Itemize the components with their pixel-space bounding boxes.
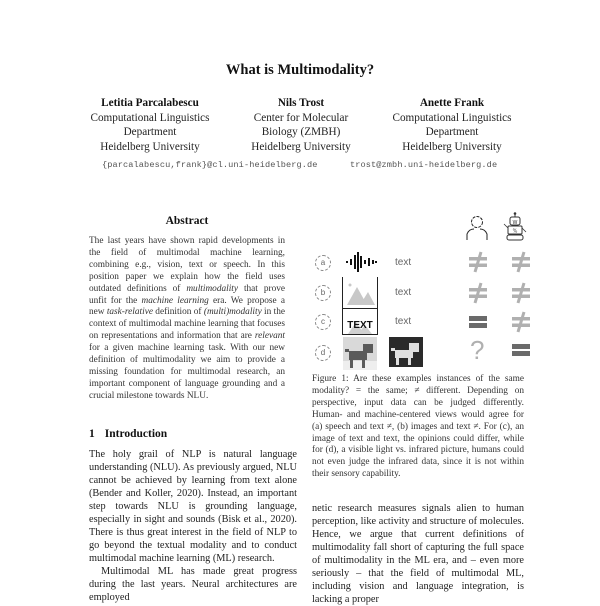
paper-title: What is Multimodality? [225,62,375,78]
row-label-b: b [315,285,331,301]
abstract-text: in the context of multimodal machine learning that focuses on representations and information that are [89,307,285,342]
section-number: 1 [89,428,95,440]
author-name: Nils Trost [277,97,325,109]
abstract-emph: task-relative [106,307,153,318]
email-link[interactable]: trost@zmbh.uni-heidelberg.de [350,160,498,170]
right-column-body: netic research measures signals alien to human perception, like activity and structure of molecules. Hence, we argue that current definitions of multimodality fall short of capturing the full space of multimodality in the ML era, and – even more seriously – that the field of multimodal ML, including vision and language integration, is lacking a proper [312,503,524,605]
not-equal-icon [468,282,488,304]
abstract-text: The last years have shown rapid developments in the field of multimodal machine learning, combining e.g., vision, text or speech. In this position paper we explain how the field uses outdated definitions of [89,236,285,294]
abstract-text: that prove unfit for the [89,283,285,306]
equal-icon [468,312,488,332]
row-label-c: c [315,314,331,330]
speech-waveform-icon [344,251,378,273]
mountain-image-icon [342,277,378,309]
abstract-text: definition of [152,307,204,318]
not-equal-icon [511,282,531,304]
email-link[interactable]: {parcalabescu,frank}@cl.uni-heidelberg.de [102,160,318,170]
abstract-heading: Abstract [165,215,209,227]
paragraph: The holy grail of NLP is natural language understanding (NLU). As previously argued, NLU cannot be achieved by learning from text alone (Bender and Koller, 2020). Instead, an important step towards NLU is grounding language, especially in sight and sounds (Bisk et al., 2020). There is thus great interest in the field of NLP to go beyond the textual modality and to conduct multimodal machine learning (ML) research. [89,449,297,564]
author-affiliation: Center for Molecular [253,111,349,124]
paragraph: Multimodal ML has made great progress during the last years. Neural architectures are employed [89,566,297,603]
text-modality-label: text [395,257,412,268]
not-equal-icon [511,251,531,273]
abstract-emph: relevant [254,331,285,342]
author-affiliation: Heidelberg University [100,140,200,153]
author-block-2 [226,96,376,154]
equal-icon [511,340,531,360]
abstract-body [89,236,285,403]
text-in-image: TEXT [347,320,373,331]
svg-text:W: W [512,220,518,226]
abstract-emph: machine learning [141,295,209,306]
not-equal-icon [468,251,488,273]
author-name: Anette Frank [419,97,485,109]
author-block-3 [377,96,527,154]
figure-1 [300,205,540,370]
text-modality-label: text [395,316,412,327]
author-affiliation: Heidelberg University [251,140,351,153]
abstract-emph: (multi)modality [203,307,262,318]
robot-icon [502,212,528,242]
human-icon [465,215,489,241]
text-image-icon [342,308,378,335]
author-affiliation: Computational Linguistics [90,111,210,124]
figure-caption: Figure 1: Are these examples instances of the same modality? = the same; ≠ different. Depending on perspective, input data can be judged differently. Human- and machine-centered views would agree for (a) speech and text ≠, (b) images and text ≠. For (c), an image of text and text, the opinions could differ, while for (d), a visible light vs. infrared picture, humans could not even judge the infrared data, since it is not within their sensory capability. [312,374,524,480]
svg-text:%: % [512,228,518,235]
author-affiliation: Department [425,126,479,138]
author-affiliation: Heidelberg University [402,140,502,153]
abstract-emph: multimodality [186,283,238,294]
section-heading-introduction [89,428,167,440]
author-affiliation: Department [123,126,177,138]
author-affiliation: Computational Linguistics [392,111,512,124]
row-label-d: d [315,345,331,361]
row-label-a: a [315,255,331,271]
abstract-text: for a given machine learning task. With our new definition of multimodality we aim to provide a missing foundation for multimodal research, an important component of language grounding and a crucial milestone towards NLU. [89,343,285,401]
text-modality-label: text [395,287,412,298]
section-title: Introduction [104,428,168,440]
author-block-1 [75,96,225,154]
author-affiliation: Biology (ZMBH) [261,126,341,138]
author-name: Letitia Parcalabescu [101,97,199,109]
question-icon: ? [470,335,485,365]
not-equal-icon [511,311,531,333]
abstract-text: era. We propose a new [89,295,285,318]
visible-light-dog-image [343,337,377,370]
introduction-body [89,448,297,604]
infrared-dog-image [389,337,423,367]
